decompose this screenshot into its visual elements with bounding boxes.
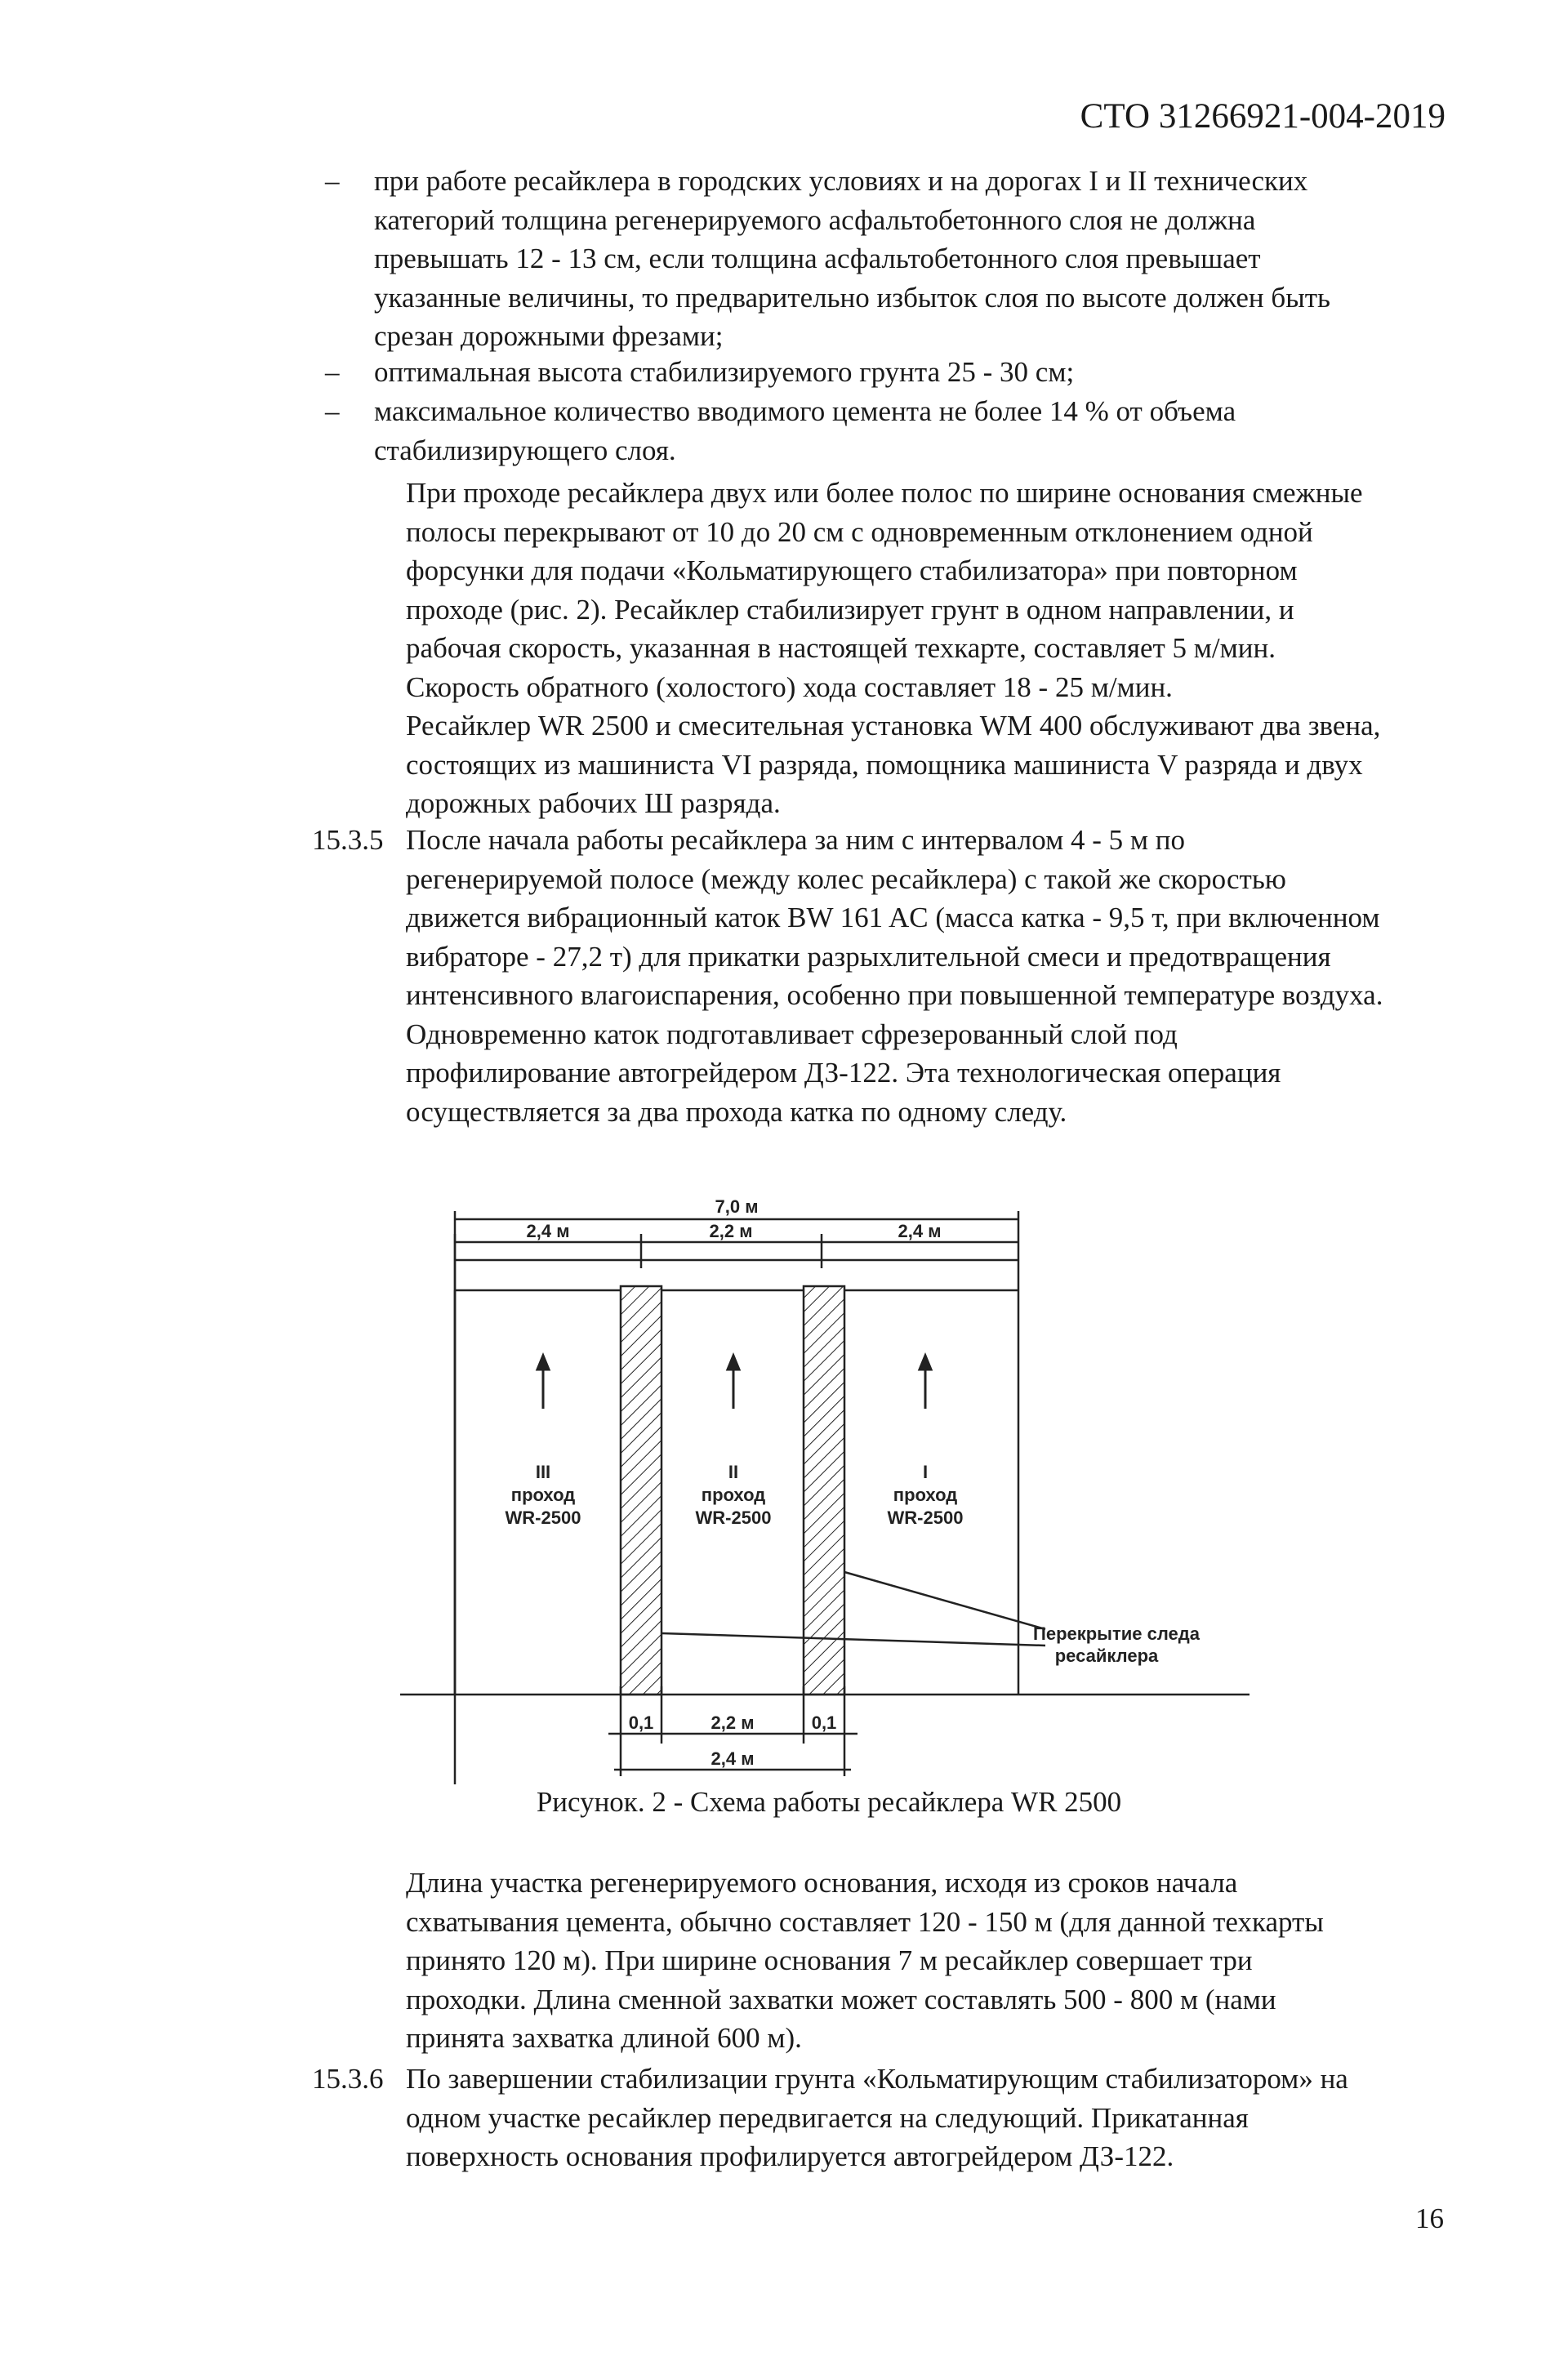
bottom-dim-label: 2,4 м [710,1748,755,1769]
text-line: срезан дорожными фрезами; [374,320,724,352]
text-line: При проходе ресайклера двух или более полос по ширине основания смежные [406,477,1363,509]
document-code-header: СТО 31266921-004-2019 [1080,97,1446,136]
bullet-item [325,162,1485,356]
text-line: Длина участка регенерируемого основания, исходя из сроков начала [406,1867,1238,1899]
text-line: дорожных рабочих Ш разряда. [406,787,781,819]
text-line: указанные величины, то предварительно избыток слоя по высоте должен быть [374,281,1330,314]
bullet-dash: – [325,395,340,427]
text-line: принята захватка длиной 600 м). [406,2022,802,2054]
text-line: После начала работы ресайклера за ним с интервалом 4 - 5 м по [406,824,1186,856]
bullet-item [325,353,1485,392]
text-line: принято 120 м). При ширине основания 7 м ресайклер совершает три [406,1944,1253,1976]
section-number: 15.3.6 [312,2063,384,2095]
paragraph [406,1864,1445,2058]
lane-machine: WR-2500 [695,1508,772,1528]
overlap-label: ресайклера [1054,1646,1159,1666]
text-line: вибраторе - 27,2 т) для прикатки разрыхлительной смеси и предотвращения [406,940,1331,973]
bullet-dash: – [325,356,340,388]
lane-word: проход [701,1485,766,1505]
text-line: состоящих из машиниста VI разряда, помощника машиниста V разряда и двух [406,748,1363,781]
text-line: регенерируемой полосе (между колес ресайклера) с такой же скоростью [406,862,1286,895]
text-line: Скорость обратного (холостого) хода составляет 18 - 25 м/мин. [406,670,1173,703]
text-line: превышать 12 - 13 см, если толщина асфальтобетонного слоя превышает [374,243,1261,274]
text-line: схватывания цемента, обычно составляет 120 - 150 м (для данной техкарты [406,1905,1324,1938]
text-line: интенсивного влагоиспарения, особенно при повышенной температуре воздуха. [406,979,1383,1011]
text-line: форсунки для подачи «Кольматирующего стабилизатора» при повторном [406,554,1298,586]
text-line: По завершении стабилизации грунта «Кольматирующим стабилизатором» на [406,2063,1348,2095]
paragraph [406,821,1492,1131]
text-line: категорий толщина регенерируемого асфальтобетонного слоя не должна [374,203,1256,236]
text-line: стабилизирующего слоя. [374,434,676,466]
text-line: Одновременно каток подготавливает сфрезерованный слой под [406,1018,1178,1050]
segment-width-label: 2,4 м [898,1221,942,1241]
text-line: Ресайклер WR 2500 и смесительная установка WM 400 обслуживают два звена, [406,710,1381,742]
bullet-dash: – [325,165,340,197]
text-line: оптимальная высота стабилизируемого грунта 25 - 30 см; [374,356,1075,388]
lane-number: II [728,1462,739,1482]
recycler-scheme-figure [400,1188,1266,1784]
segment-width-label: 2,4 м [526,1221,570,1241]
segment-width-label: 2,2 м [709,1221,753,1241]
text-line: проходки. Длина сменной захватки может составлять 500 - 800 м (нами [406,1983,1276,2015]
bottom-dim-label: 2,2 м [710,1712,755,1733]
text-line: рабочая скорость, указанная в настоящей техкарте, составляет 5 м/мин. [406,632,1276,664]
overlap-label: Перекрытие следа [1033,1623,1200,1644]
paragraph [406,2060,1492,2176]
text-line: проходе (рис. 2). Ресайклер стабилизирует грунт в одном направлении, и [406,593,1294,626]
text-line: профилирование автогрейдером ДЗ-122. Эта технологическая операция [406,1057,1281,1089]
text-line: поверхность основания профилируется автогрейдером ДЗ-122. [406,2140,1174,2172]
lane-machine: WR-2500 [505,1508,581,1528]
section-number: 15.3.5 [312,824,384,856]
paragraph [406,474,1492,823]
lane-word: проход [510,1485,576,1505]
text-line: максимальное количество вводимого цемента не более 14 % от объема [374,395,1236,427]
text-line: полосы перекрывают от 10 до 20 см с одновременным отклонением одной [406,515,1313,548]
text-line: при работе ресайклера в городских условиях и на дорогах I и II технических [374,165,1308,197]
bottom-dim-label: 0,1 [628,1712,654,1733]
lane-machine: WR-2500 [887,1508,964,1528]
lane-number: I [922,1462,929,1482]
bullet-item [325,392,1485,470]
lane-word: проход [893,1485,958,1505]
total-width-label: 7,0 м [715,1196,759,1217]
bottom-dim-label: 0,1 [811,1712,837,1733]
figure-caption: Рисунок. 2 - Схема работы ресайклера WR 2500 [536,1786,1122,1818]
lane-number: III [535,1462,551,1482]
text-line: движется вибрационный каток BW 161 AC (масса катка - 9,5 т, при включенном [406,902,1380,933]
page-number: 16 [1415,2202,1444,2234]
text-line: одном участке ресайклер передвигается на следующий. Прикатанная [406,2101,1249,2134]
text-line: осуществляется за два прохода катка по одному следу. [406,1095,1067,1128]
